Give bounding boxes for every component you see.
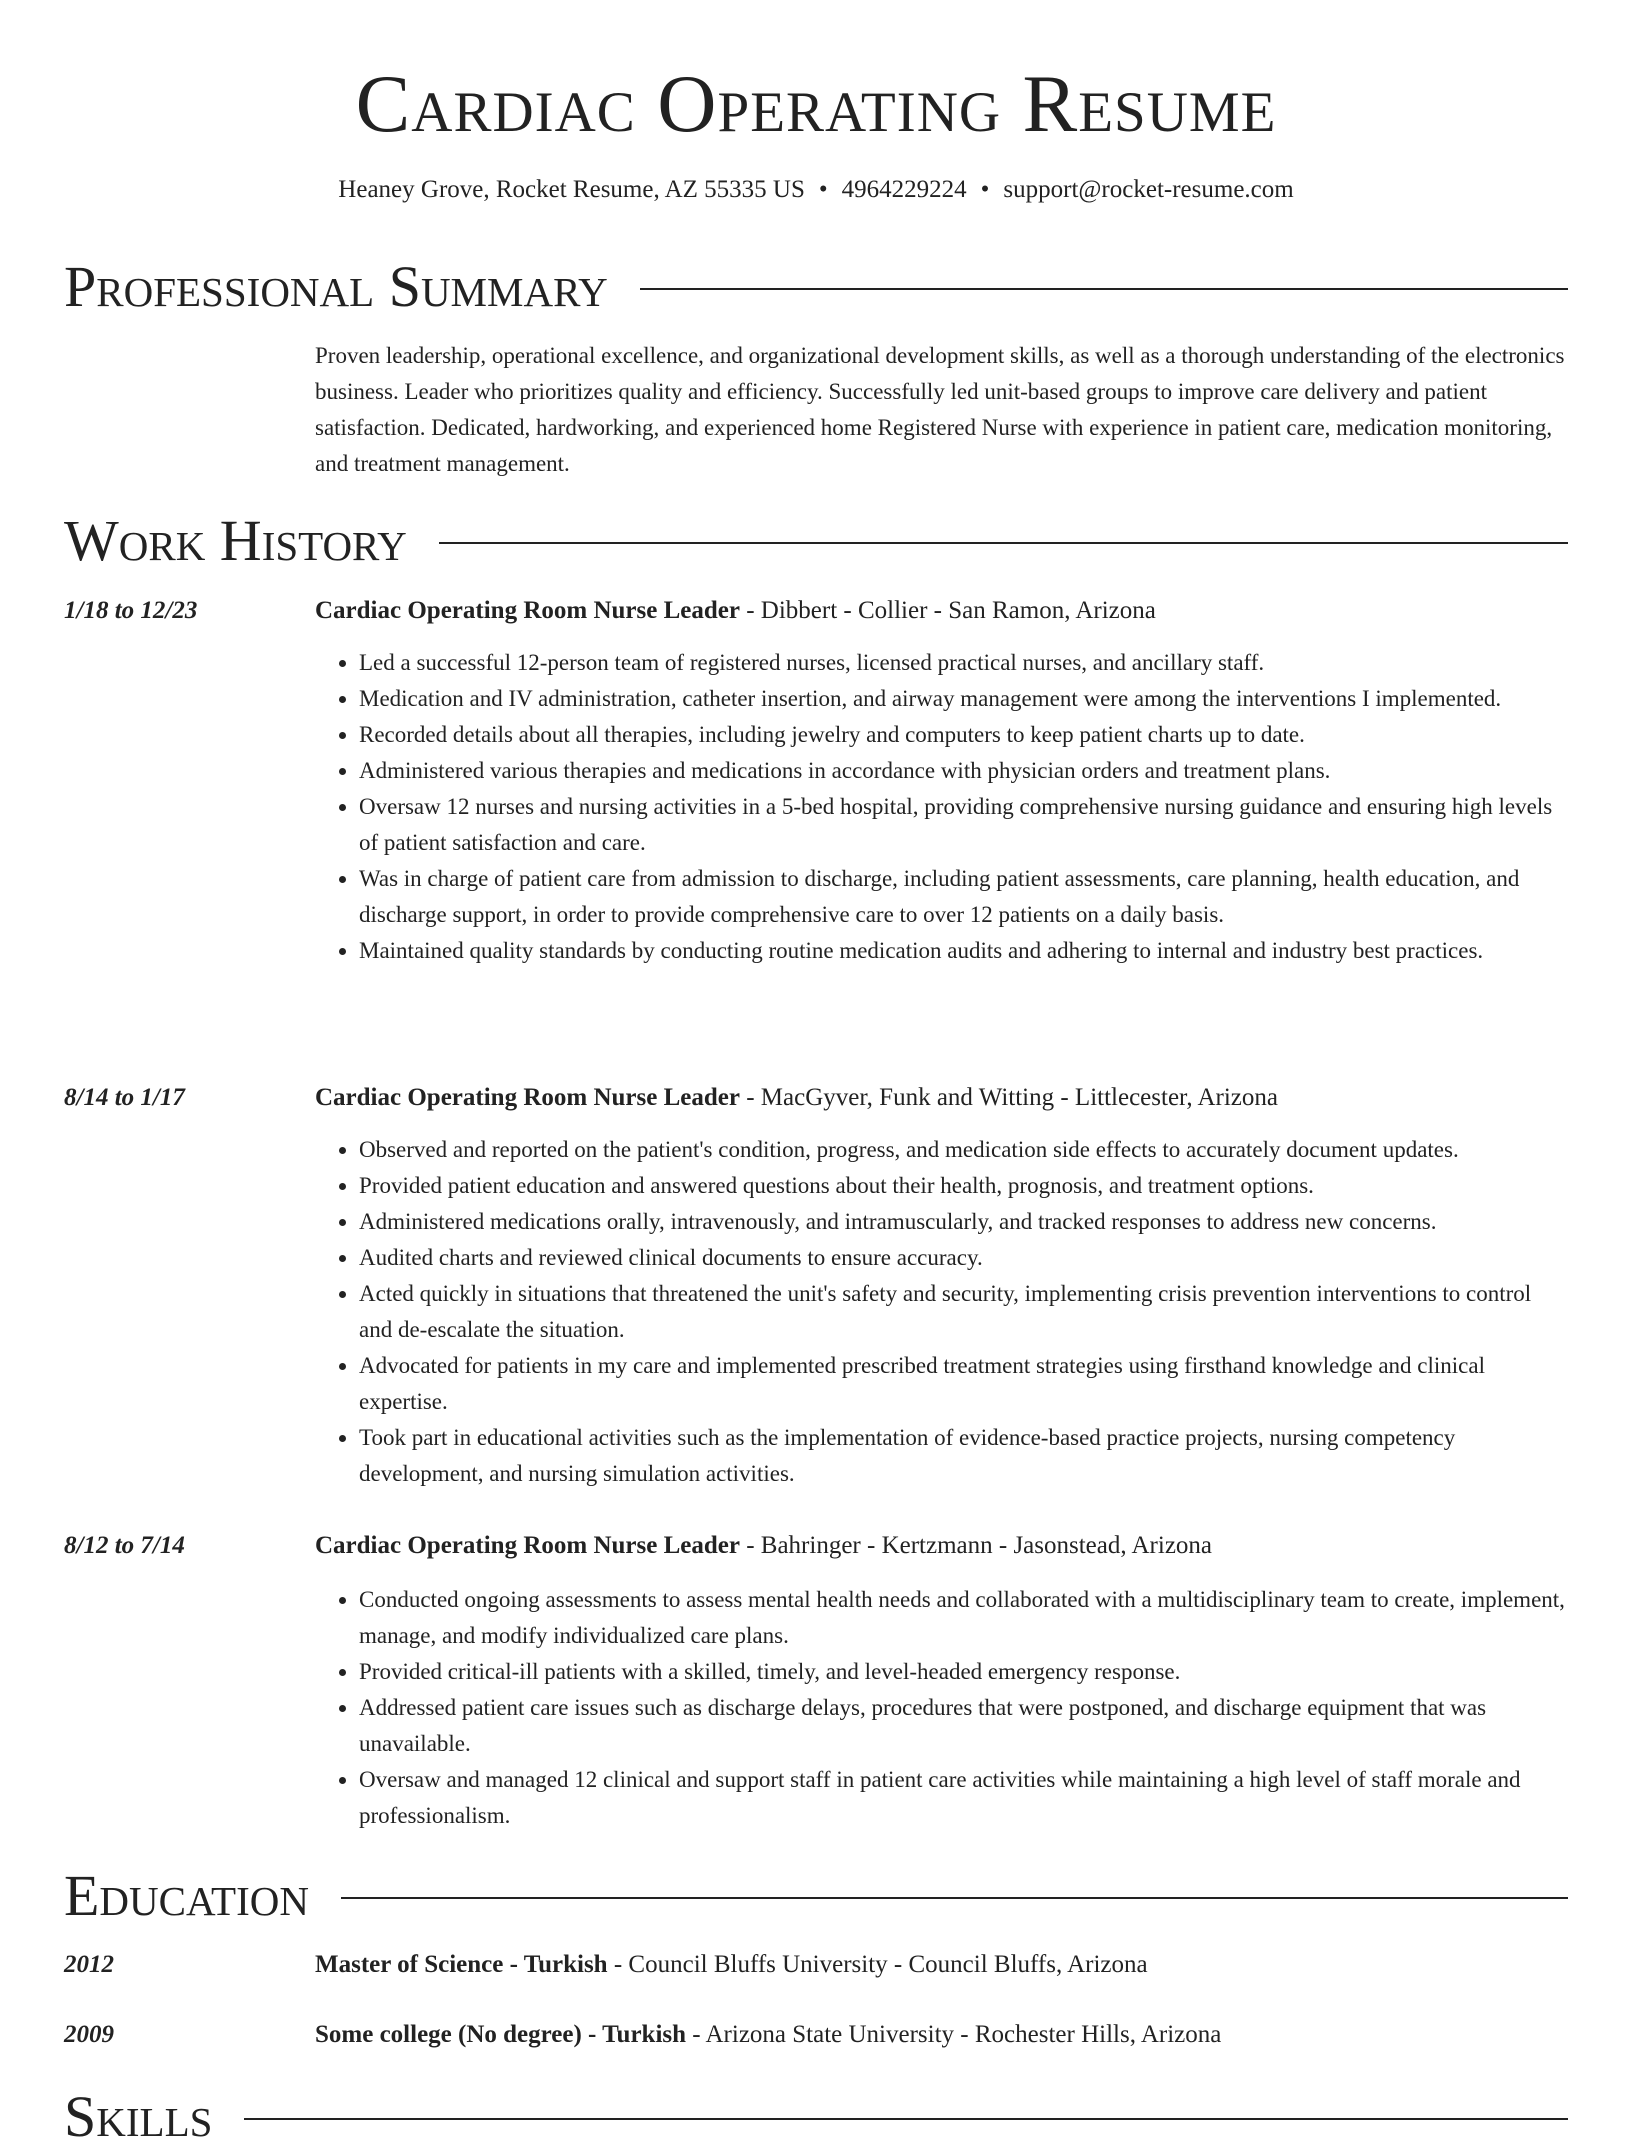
work-history-heading: Work History bbox=[64, 508, 407, 573]
job-bullet: • Provided patient education and answered questions about their health, prognosis, and treatment options. bbox=[359, 1168, 1568, 1204]
education-year: 2012 bbox=[64, 1951, 114, 1978]
job-title: Cardiac Operating Room Nurse Leader bbox=[315, 1084, 740, 1111]
education-degree: Some college (No degree) - Turkish bbox=[315, 2021, 687, 2048]
job-bullets bbox=[315, 1582, 1568, 1834]
section-divider bbox=[341, 1897, 1568, 1899]
job-bullet: • Took part in educational activities such as the implementation of evidence-based practice projects, nursing competency development, and nursing simulation activities. bbox=[359, 1420, 1568, 1492]
skills-section-header bbox=[64, 2085, 1568, 2149]
education-headline bbox=[315, 2017, 1568, 2053]
contact-phone: 4964229224 bbox=[841, 176, 967, 203]
job-bullet: • Oversaw 12 nurses and nursing activities in a 5-bed hospital, providing comprehensive nursing guidance and ensuring high levels of patient satisfaction and care. bbox=[359, 789, 1568, 861]
job-bullet: • Oversaw and managed 12 clinical and support staff in patient care activities while maintaining a high level of staff morale and professionalism. bbox=[359, 1762, 1568, 1834]
skills-heading: Skills bbox=[64, 2084, 213, 2149]
job-details: - Dibbert - Collier - San Ramon, Arizona bbox=[739, 597, 1156, 624]
education-section-header bbox=[64, 1864, 1568, 1928]
job-headline bbox=[315, 593, 1568, 629]
job-bullet: • Conducted ongoing assessments to assess mental health needs and collaborated with a multidisciplinary team to create, implement, manage, and modify individualized care plans. bbox=[359, 1582, 1568, 1654]
section-divider bbox=[640, 288, 1568, 290]
job-headline bbox=[315, 1080, 1568, 1116]
job-details: - MacGyver, Funk and Witting - Littlecester, Arizona bbox=[739, 1084, 1279, 1111]
job-bullet: • Addressed patient care issues such as discharge delays, procedures that were postponed, and discharge equipment that was unavailable. bbox=[359, 1690, 1568, 1762]
section-divider bbox=[439, 542, 1568, 544]
job-bullet: • Medication and IV administration, catheter insertion, and airway management were among the interventions I implemented. bbox=[359, 681, 1568, 717]
job-dates: 1/18 to 12/23 bbox=[64, 597, 198, 624]
job-dates: 8/12 to 7/14 bbox=[64, 1532, 185, 1559]
job-bullets bbox=[315, 645, 1568, 969]
resume-title: Cardiac Operating Resume bbox=[355, 58, 1277, 149]
job-title: Cardiac Operating Room Nurse Leader bbox=[315, 1532, 740, 1559]
education-headline bbox=[315, 1947, 1568, 1983]
job-bullets bbox=[315, 1132, 1568, 1492]
education-heading: Education bbox=[64, 1863, 309, 1928]
work-history-section-header bbox=[64, 509, 1568, 573]
job-bullet: • Administered various therapies and medications in accordance with physician orders and treatment plans. bbox=[359, 753, 1568, 789]
job-bullet: • Was in charge of patient care from admission to discharge, including patient assessments, care planning, health education, and discharge support, in order to provide comprehensive care to over 12 patients on a daily basis. bbox=[359, 861, 1568, 933]
education-degree: Master of Science - Turkish bbox=[315, 1951, 608, 1978]
job-bullet: • Acted quickly in situations that threatened the unit's safety and security, implementing crisis prevention interventions to control and de-escalate the situation. bbox=[359, 1276, 1568, 1348]
job-bullet: • Observed and reported on the patient's condition, progress, and medication side effects to accurately document updates. bbox=[359, 1132, 1568, 1168]
education-year: 2009 bbox=[64, 2021, 114, 2048]
section-divider bbox=[244, 2118, 1568, 2120]
job-bullet: • Led a successful 12-person team of registered nurses, licensed practical nurses, and ancillary staff. bbox=[359, 645, 1568, 681]
job-bullet: • Provided critical-ill patients with a skilled, timely, and level-headed emergency response. bbox=[359, 1654, 1568, 1690]
separator-dot: • bbox=[980, 176, 990, 203]
contact-address: Heaney Grove, Rocket Resume, AZ 55335 US bbox=[338, 176, 805, 203]
summary-text: Proven leadership, operational excellence, and organizational development skills, as well as a thorough understanding of the electronics business. Leader who prioritizes quality and efficiency. Successfully led unit-based groups to improve care delivery and patient satisfaction. Dedicated, hardworking, and experienced home Registered Nurse with experience in patient care, medication monitoring, and treatment management. bbox=[315, 343, 1565, 476]
summary-section-header bbox=[64, 255, 1568, 319]
education-details: - Council Bluffs University - Council Bluffs, Arizona bbox=[607, 1951, 1148, 1978]
contact-line bbox=[64, 172, 1568, 208]
separator-dot: • bbox=[818, 176, 828, 203]
job-bullet: • Administered medications orally, intravenously, and intramuscularly, and tracked responses to address new concerns. bbox=[359, 1204, 1568, 1240]
job-dates: 8/14 to 1/17 bbox=[64, 1084, 185, 1111]
job-bullet: • Maintained quality standards by conducting routine medication audits and adhering to internal and industry best practices. bbox=[359, 933, 1568, 969]
job-bullet: • Advocated for patients in my care and implemented prescribed treatment strategies using firsthand knowledge and clinical expertise. bbox=[359, 1348, 1568, 1420]
education-details: - Arizona State University - Rochester Hills, Arizona bbox=[686, 2021, 1222, 2048]
job-title: Cardiac Operating Room Nurse Leader bbox=[315, 597, 740, 624]
contact-email: support@rocket-resume.com bbox=[1003, 176, 1294, 203]
summary-heading: Professional Summary bbox=[64, 254, 608, 319]
job-bullet: • Recorded details about all therapies, including jewelry and computers to keep patient charts up to date. bbox=[359, 717, 1568, 753]
job-headline bbox=[315, 1528, 1568, 1564]
job-bullet: • Audited charts and reviewed clinical documents to ensure accuracy. bbox=[359, 1240, 1568, 1276]
job-details: - Bahringer - Kertzmann - Jasonstead, Arizona bbox=[739, 1532, 1213, 1559]
